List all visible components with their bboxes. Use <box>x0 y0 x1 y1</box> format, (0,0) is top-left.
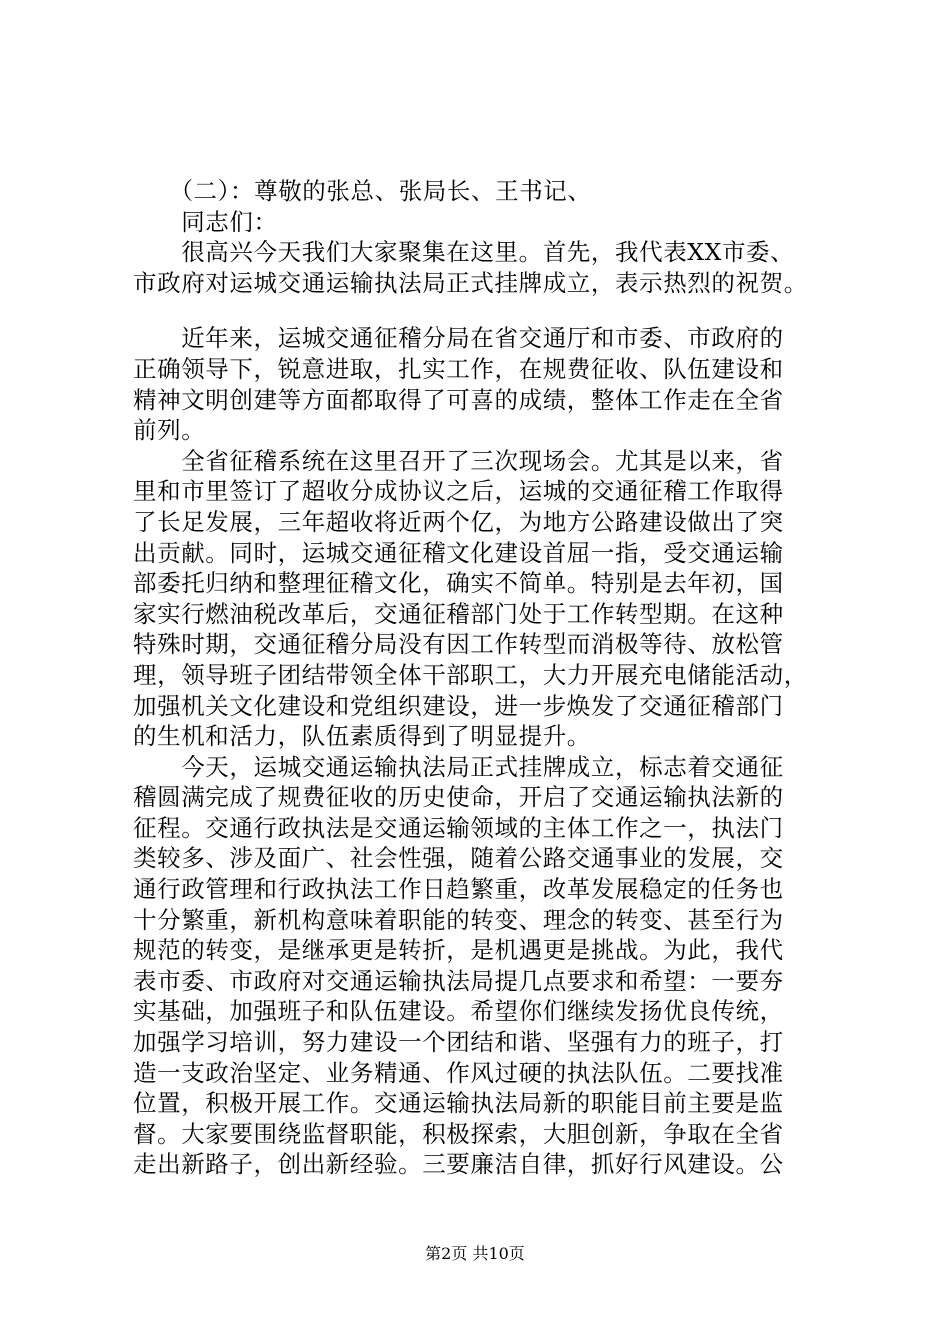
text-line: 市政府对运城交通运输执法局正式挂牌成立，表示热烈的祝贺。 <box>133 268 808 297</box>
text-line: （二）：尊敬的张总、张局长、王书记、 <box>133 177 592 205</box>
text-line <box>133 1211 833 1242</box>
text-line: 正确领导下，锐意进取，扎实工作，在规费征收、队伍建设和 <box>133 354 784 383</box>
text-line: 近年来，运城交通征稽分局在省交通厅和市委、市政府的 <box>133 324 784 353</box>
text-line: 部委托归纳和整理征稽文化，确实不简单。特别是去年初，国 <box>133 569 784 598</box>
text-line: 前列。 <box>133 416 206 445</box>
page-number-footer: 第2页 共10页 <box>425 1244 525 1263</box>
text-line <box>133 1180 833 1211</box>
text-line: 同志们： <box>133 207 278 236</box>
text-line: 征程。交通行政执法是交通运输领域的主体工作之一，执法门 <box>133 813 784 842</box>
paragraph-group-1 <box>133 176 833 298</box>
text-line: 加强机关文化建设和党组织建设，进一步焕发了交通征稽部门 <box>133 691 784 720</box>
text-line: 走出新路子，创出新经验。三要廉洁自律，抓好行风建设。公 <box>133 1150 784 1179</box>
text-line: 稽圆满完成了规费征收的历史使命，开启了交通运输执法新的 <box>133 783 784 812</box>
text-line: 实基础，加强班子和队伍建设。希望你们继续发扬优良传统， <box>133 997 784 1026</box>
text-line: 的生机和活力，队伍素质得到了明显提升。 <box>133 722 591 751</box>
text-line: 特殊时期，交通征稽分局没有因工作转型而消极等待、放松管 <box>133 630 784 659</box>
text-line: 理，领导班子团结带领全体干部职工，大力开展充电储能活动， <box>133 660 808 689</box>
text-line: 家实行燃油税改革后，交通征稽部门处于工作转型期。在这种 <box>133 599 784 628</box>
text-line: 加强学习培训，努力建设一个团结和谐、坚强有力的班子，打 <box>133 1028 784 1057</box>
text-line: 督。大家要围绕监督职能，积极探索，大胆创新，争取在全省 <box>133 1119 784 1148</box>
text-line: 出贡献。同时，运城交通征稽文化建设首屈一指，受交通运输 <box>133 538 784 567</box>
text-line: 规范的转变，是继承更是转折，是机遇更是挑战。为此，我代 <box>133 936 784 965</box>
text-line: 今天，运城交通运输执法局正式挂牌成立，标志着交通征 <box>133 752 784 781</box>
text-line: 精神文明创建等方面都取得了可喜的成绩，整体工作走在全省 <box>133 385 784 414</box>
paragraph-gap <box>133 298 833 323</box>
text-line: 通行政管理和行政执法工作日趋繁重，改革发展稳定的任务也 <box>133 875 784 904</box>
text-line: 类较多、涉及面广、社会性强，随着公路交通事业的发展，交 <box>133 844 784 873</box>
paragraph-group-2 <box>133 323 833 1302</box>
text-line: 造一支政治坚定、业务精通、作风过硬的执法队伍。二要找准 <box>133 1058 784 1087</box>
text-line: 全省征稽系统在这里召开了三次现场会。尤其是以来，省 <box>133 446 784 475</box>
text-line: 了长足发展，三年超收将近两个亿，为地方公路建设做出了突 <box>133 507 784 536</box>
text-line <box>133 1272 833 1303</box>
text-line: 位置，积极开展工作。交通运输执法局新的职能目前主要是监 <box>133 1089 784 1118</box>
text-line: 表市委、市政府对交通运输执法局提几点要求和希望：一要夯 <box>133 966 784 995</box>
text-line: 里和市里签订了超收分成协议之后，运城的交通征稽工作取得 <box>133 477 784 506</box>
document-body <box>133 176 833 1302</box>
text-line: 很高兴今天我们大家聚集在这里。首先，我代表XX市委、 <box>133 238 795 267</box>
text-line: 十分繁重，新机构意味着职能的转变、理念的转变、甚至行为 <box>133 905 784 934</box>
